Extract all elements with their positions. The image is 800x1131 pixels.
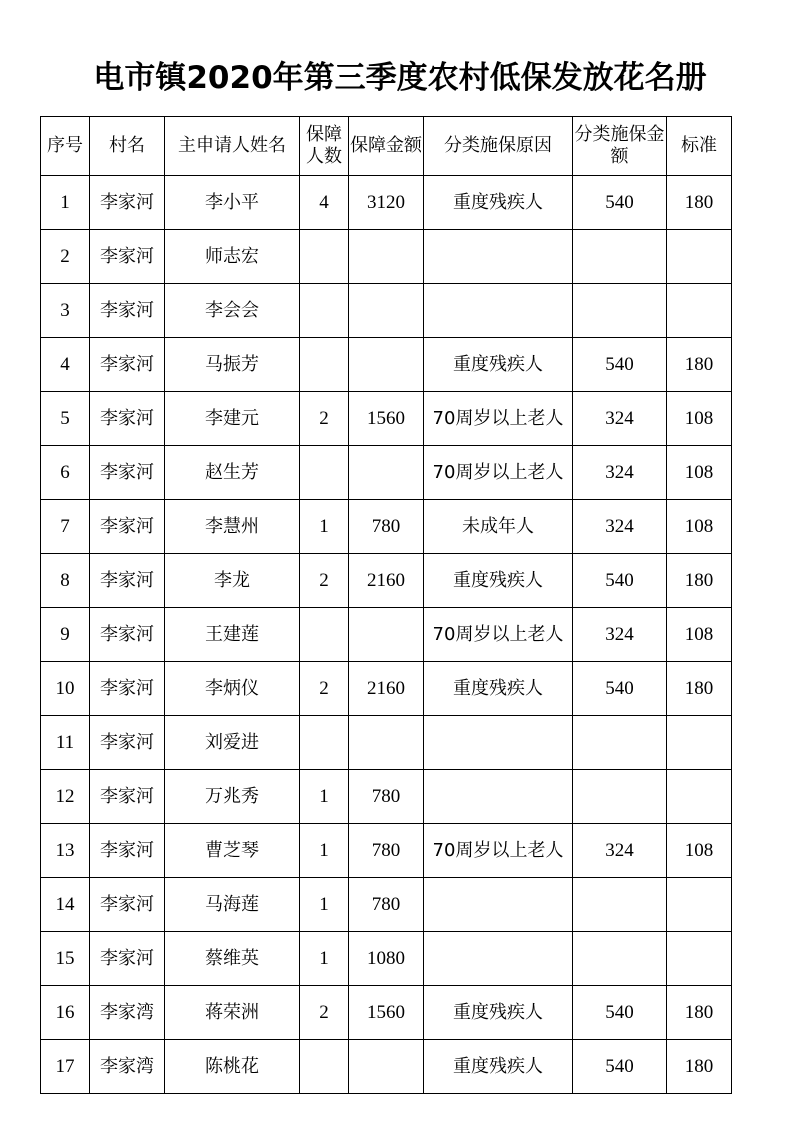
village-cell: 李家河 bbox=[90, 554, 165, 608]
applicant-name-cell: 李建元 bbox=[165, 392, 300, 446]
table-row bbox=[41, 338, 732, 392]
category-amount-cell bbox=[573, 716, 667, 770]
village-cell: 李家河 bbox=[90, 338, 165, 392]
standard-cell bbox=[667, 230, 732, 284]
category-amount-cell: 324 bbox=[573, 500, 667, 554]
table-row bbox=[41, 824, 732, 878]
header-category-reason: 分类施保原因 bbox=[424, 117, 573, 176]
people-count-cell: 1 bbox=[300, 824, 349, 878]
page-title: 电市镇2020年第三季度农村低保发放花名册 bbox=[93, 60, 707, 96]
village-cell: 李家河 bbox=[90, 824, 165, 878]
category-reason-cell bbox=[424, 770, 573, 824]
standard-cell bbox=[667, 878, 732, 932]
people-count-cell: 4 bbox=[300, 176, 349, 230]
category-amount-cell: 324 bbox=[573, 824, 667, 878]
applicant-name-cell: 李会会 bbox=[165, 284, 300, 338]
applicant-name-cell: 马振芳 bbox=[165, 338, 300, 392]
standard-cell: 180 bbox=[667, 662, 732, 716]
applicant-name-cell: 李炳仪 bbox=[165, 662, 300, 716]
table-row bbox=[41, 392, 732, 446]
amount-cell: 2160 bbox=[349, 662, 424, 716]
index-cell: 16 bbox=[41, 986, 90, 1040]
people-count-cell: 2 bbox=[300, 986, 349, 1040]
amount-cell: 1560 bbox=[349, 986, 424, 1040]
standard-cell: 180 bbox=[667, 986, 732, 1040]
amount-cell: 1560 bbox=[349, 392, 424, 446]
people-count-cell: 2 bbox=[300, 554, 349, 608]
village-cell: 李家河 bbox=[90, 770, 165, 824]
people-count-cell: 1 bbox=[300, 770, 349, 824]
index-cell: 10 bbox=[41, 662, 90, 716]
amount-cell bbox=[349, 284, 424, 338]
people-count-cell: 2 bbox=[300, 662, 349, 716]
category-reason-cell bbox=[424, 878, 573, 932]
category-amount-cell: 540 bbox=[573, 554, 667, 608]
category-amount-cell: 324 bbox=[573, 392, 667, 446]
applicant-name-cell: 曹芝琴 bbox=[165, 824, 300, 878]
village-cell: 李家河 bbox=[90, 392, 165, 446]
category-reason-cell: 重度残疾人 bbox=[424, 662, 573, 716]
table-row bbox=[41, 176, 732, 230]
people-count-cell bbox=[300, 338, 349, 392]
village-cell: 李家河 bbox=[90, 284, 165, 338]
applicant-name-cell: 李慧州 bbox=[165, 500, 300, 554]
category-reason-cell: 70周岁以上老人 bbox=[424, 446, 573, 500]
standard-cell bbox=[667, 284, 732, 338]
standard-cell: 108 bbox=[667, 608, 732, 662]
category-amount-cell bbox=[573, 284, 667, 338]
header-row bbox=[41, 117, 732, 176]
standard-cell: 108 bbox=[667, 446, 732, 500]
amount-cell: 3120 bbox=[349, 176, 424, 230]
table-row bbox=[41, 986, 732, 1040]
category-reason-cell: 未成年人 bbox=[424, 500, 573, 554]
standard-cell bbox=[667, 770, 732, 824]
index-cell: 5 bbox=[41, 392, 90, 446]
category-reason-cell: 重度残疾人 bbox=[424, 1040, 573, 1094]
header-index: 序号 bbox=[41, 117, 90, 176]
village-cell: 李家湾 bbox=[90, 986, 165, 1040]
amount-cell: 1080 bbox=[349, 932, 424, 986]
index-cell: 6 bbox=[41, 446, 90, 500]
amount-cell bbox=[349, 230, 424, 284]
table-row bbox=[41, 608, 732, 662]
header-applicant-name: 主申请人姓名 bbox=[165, 117, 300, 176]
index-cell: 15 bbox=[41, 932, 90, 986]
people-count-cell: 1 bbox=[300, 932, 349, 986]
roster-table bbox=[40, 116, 732, 1094]
amount-cell: 780 bbox=[349, 878, 424, 932]
table-row bbox=[41, 770, 732, 824]
index-cell: 9 bbox=[41, 608, 90, 662]
table-row bbox=[41, 554, 732, 608]
header-village: 村名 bbox=[90, 117, 165, 176]
people-count-cell bbox=[300, 608, 349, 662]
applicant-name-cell: 赵生芳 bbox=[165, 446, 300, 500]
header-category-amount: 分类施保金额 bbox=[573, 117, 667, 176]
standard-cell bbox=[667, 932, 732, 986]
header-amount: 保障金额 bbox=[349, 117, 424, 176]
amount-cell: 780 bbox=[349, 770, 424, 824]
table-row bbox=[41, 878, 732, 932]
amount-cell bbox=[349, 446, 424, 500]
standard-cell: 108 bbox=[667, 500, 732, 554]
category-amount-cell: 540 bbox=[573, 176, 667, 230]
applicant-name-cell: 蔡维英 bbox=[165, 932, 300, 986]
amount-cell: 780 bbox=[349, 824, 424, 878]
applicant-name-cell: 李龙 bbox=[165, 554, 300, 608]
index-cell: 3 bbox=[41, 284, 90, 338]
people-count-cell bbox=[300, 716, 349, 770]
people-count-cell bbox=[300, 284, 349, 338]
village-cell: 李家河 bbox=[90, 878, 165, 932]
village-cell: 李家河 bbox=[90, 500, 165, 554]
index-cell: 1 bbox=[41, 176, 90, 230]
applicant-name-cell: 陈桃花 bbox=[165, 1040, 300, 1094]
table-row bbox=[41, 662, 732, 716]
applicant-name-cell: 万兆秀 bbox=[165, 770, 300, 824]
village-cell: 李家河 bbox=[90, 176, 165, 230]
table-row bbox=[41, 932, 732, 986]
category-reason-cell bbox=[424, 284, 573, 338]
category-amount-cell bbox=[573, 878, 667, 932]
category-amount-cell: 324 bbox=[573, 608, 667, 662]
index-cell: 11 bbox=[41, 716, 90, 770]
category-amount-cell: 540 bbox=[573, 1040, 667, 1094]
applicant-name-cell: 蒋荣洲 bbox=[165, 986, 300, 1040]
standard-cell: 108 bbox=[667, 824, 732, 878]
index-cell: 8 bbox=[41, 554, 90, 608]
category-reason-cell: 重度残疾人 bbox=[424, 176, 573, 230]
category-amount-cell: 324 bbox=[573, 446, 667, 500]
index-cell: 7 bbox=[41, 500, 90, 554]
category-reason-cell: 70周岁以上老人 bbox=[424, 824, 573, 878]
amount-cell bbox=[349, 338, 424, 392]
people-count-cell bbox=[300, 446, 349, 500]
applicant-name-cell: 王建莲 bbox=[165, 608, 300, 662]
category-amount-cell bbox=[573, 770, 667, 824]
amount-cell: 2160 bbox=[349, 554, 424, 608]
category-reason-cell: 70周岁以上老人 bbox=[424, 392, 573, 446]
index-cell: 2 bbox=[41, 230, 90, 284]
table-row bbox=[41, 500, 732, 554]
table-body bbox=[41, 176, 732, 1094]
amount-cell bbox=[349, 716, 424, 770]
index-cell: 13 bbox=[41, 824, 90, 878]
village-cell: 李家河 bbox=[90, 230, 165, 284]
people-count-cell bbox=[300, 1040, 349, 1094]
village-cell: 李家河 bbox=[90, 662, 165, 716]
category-amount-cell bbox=[573, 230, 667, 284]
people-count-cell: 1 bbox=[300, 500, 349, 554]
amount-cell bbox=[349, 608, 424, 662]
index-cell: 4 bbox=[41, 338, 90, 392]
village-cell: 李家河 bbox=[90, 716, 165, 770]
amount-cell: 780 bbox=[349, 500, 424, 554]
people-count-cell: 2 bbox=[300, 392, 349, 446]
category-reason-cell: 重度残疾人 bbox=[424, 338, 573, 392]
table-row bbox=[41, 230, 732, 284]
village-cell: 李家河 bbox=[90, 932, 165, 986]
applicant-name-cell: 李小平 bbox=[165, 176, 300, 230]
village-cell: 李家湾 bbox=[90, 1040, 165, 1094]
people-count-cell bbox=[300, 230, 349, 284]
category-reason-cell: 重度残疾人 bbox=[424, 986, 573, 1040]
amount-cell bbox=[349, 1040, 424, 1094]
index-cell: 17 bbox=[41, 1040, 90, 1094]
applicant-name-cell: 师志宏 bbox=[165, 230, 300, 284]
category-amount-cell: 540 bbox=[573, 338, 667, 392]
people-count-cell: 1 bbox=[300, 878, 349, 932]
table-row bbox=[41, 446, 732, 500]
standard-cell: 180 bbox=[667, 1040, 732, 1094]
village-cell: 李家河 bbox=[90, 608, 165, 662]
standard-cell: 180 bbox=[667, 176, 732, 230]
category-reason-cell: 70周岁以上老人 bbox=[424, 608, 573, 662]
category-reason-cell bbox=[424, 716, 573, 770]
table-row bbox=[41, 1040, 732, 1094]
category-reason-cell bbox=[424, 230, 573, 284]
standard-cell: 180 bbox=[667, 554, 732, 608]
table-row bbox=[41, 716, 732, 770]
category-amount-cell: 540 bbox=[573, 662, 667, 716]
header-standard: 标准 bbox=[667, 117, 732, 176]
village-cell: 李家河 bbox=[90, 446, 165, 500]
category-reason-cell: 重度残疾人 bbox=[424, 554, 573, 608]
applicant-name-cell: 马海莲 bbox=[165, 878, 300, 932]
standard-cell: 180 bbox=[667, 338, 732, 392]
standard-cell bbox=[667, 716, 732, 770]
index-cell: 14 bbox=[41, 878, 90, 932]
applicant-name-cell: 刘爱进 bbox=[165, 716, 300, 770]
table-row bbox=[41, 284, 732, 338]
index-cell: 12 bbox=[41, 770, 90, 824]
standard-cell: 108 bbox=[667, 392, 732, 446]
category-reason-cell bbox=[424, 932, 573, 986]
category-amount-cell: 540 bbox=[573, 986, 667, 1040]
category-amount-cell bbox=[573, 932, 667, 986]
header-people-count: 保障人数 bbox=[300, 117, 349, 176]
